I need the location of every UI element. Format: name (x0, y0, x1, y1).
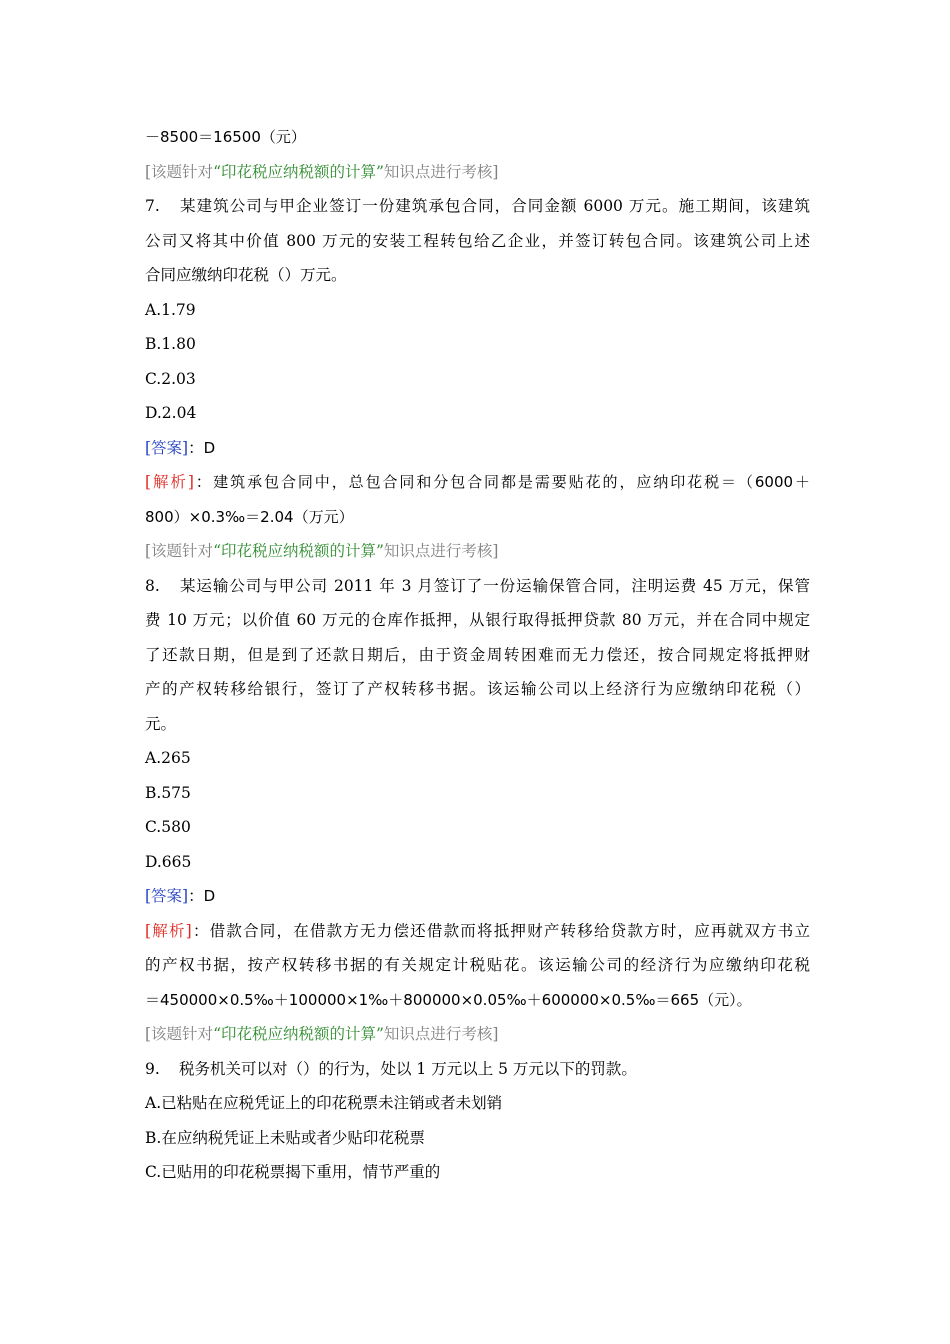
question-7-line-2: 公司又将其中价值 800 万元的安装工程转包给乙企业，并签订转包合同。该建筑公司上述 (145, 231, 810, 250)
answer-value: D (203, 887, 216, 905)
explanation-label: [解析] (145, 473, 194, 491)
knowledge-point-note (145, 155, 810, 190)
question-9-text-1: 税务机关可以对（）的行为，处以 1 万元以上 5 万元以下的罚款。 (179, 1059, 637, 1078)
question-7-option-a: A.1.79 (145, 300, 196, 319)
note-close: 知识点进行考核] (383, 542, 499, 560)
explanation-text-1: 建筑承包合同中，总包合同和分包合同都是需要贴花的，应纳印花税＝（6000＋ (213, 473, 810, 491)
question-7-number: 7. (145, 197, 160, 215)
question-8-option-c: C.580 (145, 818, 191, 836)
question-7-line-3: 合同应缴纳印花税（）万元。 (145, 266, 347, 284)
question-7-option-b: B.1.80 (145, 335, 196, 353)
note-open: [该题针对 (145, 1025, 214, 1043)
question-7-text-1: 某建筑公司与甲企业签订一份建筑承包合同，合同金额 6000 万元。施工期间，该建筑 (179, 197, 810, 215)
question-9-option-b: B.在应纳税凭证上未贴或者少贴印花税票 (145, 1128, 425, 1147)
question-8-text-1: 某运输公司与甲公司 2011 年 3 月签订了一份运输保管合同，注明运费 45 万元，保管 (179, 576, 810, 595)
answer-label: [答案] (145, 887, 189, 905)
explanation-separator: ： (193, 473, 214, 491)
question-8-note (145, 1017, 810, 1052)
answer-separator: ： (188, 887, 204, 905)
question-8-answer (145, 879, 810, 914)
question-8-line-2: 费 10 万元；以价值 60 万元的仓库作抵押，从银行取得抵押贷款 80 万元，并在合同中规定 (145, 611, 810, 629)
question-7-option-d: D.2.04 (145, 404, 197, 422)
question-8-line-4: 产的产权转移给银行，签订了产权转移书据。该运输公司以上经济行为应缴纳印花税（） (145, 680, 810, 698)
note-knowledge-point: “印花税应纳税额的计算” (213, 162, 384, 181)
question-9-option-a: A.已粘贴在应税凭证上的印花税票未注销或者未划销 (145, 1094, 503, 1112)
question-9-line-1 (145, 1052, 810, 1087)
question-7-answer (145, 431, 810, 466)
question-8-option-a: A.265 (145, 749, 191, 767)
note-close: 知识点进行考核] (383, 162, 499, 181)
question-7-line-1 (145, 189, 810, 224)
question-8-option-d: D.665 (145, 852, 192, 871)
explanation-text-1: 借款合同，在借款方无力偿还借款而将抵押财产转移给贷款方时，应再就双方书立 (209, 921, 810, 940)
question-8-line-5: 元。 (145, 714, 177, 733)
note-knowledge-point: “印花税应纳税额的计算” (213, 1025, 384, 1043)
question-9-number: 9. (145, 1059, 160, 1078)
answer-label: [答案] (145, 438, 189, 457)
document-page (145, 120, 810, 1190)
question-7-option-c: C.2.03 (145, 369, 196, 388)
explanation-label: [解析] (145, 921, 192, 940)
note-close: 知识点进行考核] (383, 1025, 499, 1043)
question-7-note (145, 534, 810, 569)
question-8-explanation-line-3: ＝450000×0.5‰＋100000×1‰＋800000×0.05‰＋600000×0.5‰＝665（元）。 (145, 990, 752, 1009)
question-7-explanation-line-2: 800）×0.3‰＝2.04（万元） (145, 507, 354, 526)
question-8-number: 8. (145, 576, 160, 595)
note-open: [该题针对 (145, 542, 214, 560)
question-9-option-c: C.已贴用的印花税票揭下重用，情节严重的 (145, 1163, 441, 1181)
question-8-line-1 (145, 569, 810, 604)
answer-separator: ： (188, 438, 204, 457)
question-7-explanation-line-1 (145, 465, 810, 500)
explanation-separator: ： (191, 921, 210, 940)
question-8-line-3: 了还款日期，但是到了还款日期后，由于资金周转困难而无力偿还，按合同规定将抵押财 (145, 645, 810, 664)
note-knowledge-point: “印花税应纳税额的计算” (213, 542, 384, 560)
previous-answer-tail: －8500＝16500（元） (145, 128, 306, 146)
note-open: [该题针对 (145, 162, 214, 181)
question-8-option-b: B.575 (145, 783, 191, 802)
answer-value: D (203, 438, 216, 457)
question-8-explanation-line-2: 的产权书据，按产权转移书据的有关规定计税贴花。该运输公司的经济行为应缴纳印花税 (145, 956, 810, 974)
question-8-explanation-line-1 (145, 914, 810, 949)
